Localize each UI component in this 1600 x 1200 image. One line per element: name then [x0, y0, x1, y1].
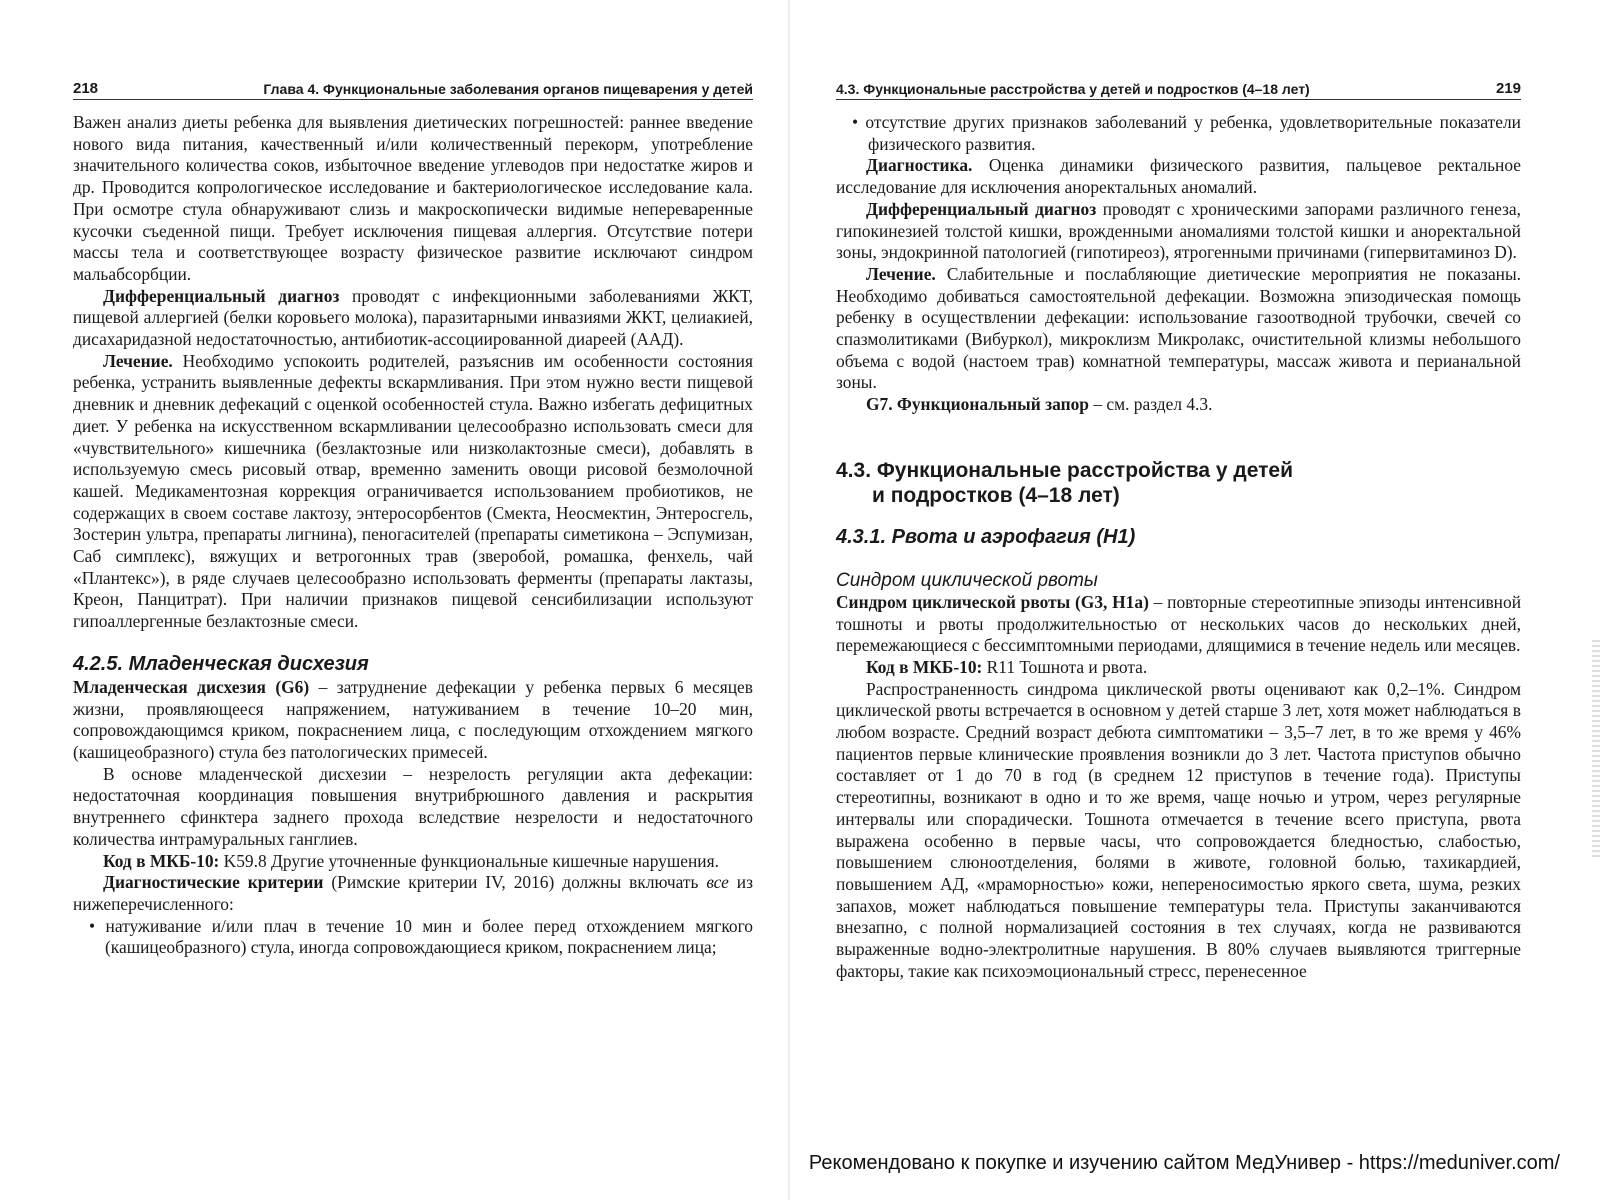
- paragraph-text: В основе младенческой дисхезии – незрелость регуляции акта дефекации: недостаточная координация повышения внутрибрюшного давления и раскрытия внутреннего сфинктера заднего прохода вследствие незрелости и недостаточного количества интрамуральных ганглиев.: [73, 763, 753, 849]
- subsection-heading: 4.3.1. Рвота и аэрофагия (H1): [836, 525, 1136, 548]
- page-number: 218: [73, 80, 99, 97]
- paragraph: [73, 872, 753, 915]
- left-page: [0, 0, 790, 1200]
- page-number: 219: [1495, 80, 1521, 97]
- paragraph-text: R11 Тошнота и рвота.: [982, 656, 1148, 677]
- paragraph: [836, 199, 1521, 264]
- term: Диагностические критерии: [103, 872, 324, 893]
- paragraph-text: Необходимо успокоить родителей, разъяснив им особенности состояния ребенка, устранить выявленные дефекты вскармливания. При этом нужно вести пищевой дневник и дневник дефекаций с оценкой особенностей стула. Важно избегать дефицитных диет. У ребенка на искусственном вскармливании целесообразно использовать смеси для «чувствительного» кишечника (безлактозные или низколактозные смеси), добавлять в используемую смесь рисовый отвар, временно заменить овощи рисовой безмолочной кашей. Медикаментозная коррекция ограничивается использованием пробиотиков, не содержащих в своем составе лактозу, энтеросорбентов (Смекта, Неосмектин, Энтеросгель, Зостерин ультра, препараты лигнина), пеногасителей (препараты симетикона – Эспумизан, Саб симплекс), вяжущих и ветрогонных трав (зверобой, ромашка, фенхель, чай «Плантекс»), в ряде случаев целесообразно использовать ферменты (препараты лактазы, Креон, Панцитрат). При наличии признаков пищевой сенсибилизации используют гипоаллергенные безлактозные смеси.: [73, 350, 753, 632]
- running-head-left: [73, 78, 753, 100]
- section-heading: [836, 458, 1521, 508]
- paragraph-text: – см. раздел 4.3.: [1088, 394, 1213, 415]
- paragraph: [836, 592, 1521, 657]
- paragraph-text: проводят с инфекционными заболеваниями ЖКТ, пищевой аллергией (белки коровьего молока), паразитарными инвазиями ЖКТ, целиакией, дисахаридазной недостаточностью, антибиотик-ассоциированной диареей (ААД).: [73, 285, 753, 350]
- paragraph: [73, 677, 753, 764]
- site-credit: Рекомендовано к покупке и изучению сайтом МедУнивер - https://meduniver.com/: [808, 1152, 1560, 1174]
- emphasis: все: [706, 872, 729, 893]
- paragraph: [73, 764, 753, 851]
- right-page: [790, 0, 1600, 1200]
- term: Диагностика.: [866, 155, 973, 176]
- paragraph: [836, 657, 1521, 679]
- paragraph-text: – затруднение дефекации у ребенка первых 6 месяцев жизни, проявляющееся напряжением, натуживанием в течение 10–20 мин, сопровождающимся криком, покраснением лица, с последующим отхождением мягкого (кашицеобразного) стула без патологических примесей.: [73, 676, 753, 762]
- left-body-text: [73, 112, 753, 959]
- term: Дифференциальный диагноз: [103, 285, 340, 306]
- term: Лечение.: [103, 350, 173, 371]
- term: G7. Функциональный запор: [866, 394, 1089, 415]
- paragraph: [836, 394, 1521, 416]
- paragraph: [73, 851, 753, 873]
- section-heading-line: 4.3. Функциональные расстройства у детей: [836, 458, 1293, 482]
- paragraph-text: – повторные стереотипные эпизоды интенсивной тошноты и рвоты продолжительностью от нескольких часов до нескольких дней, перемежающиеся с бессимптомными периодами, длящимися в течение недель или месяцев.: [836, 591, 1521, 656]
- running-title: Глава 4. Функциональные заболевания органов пищеварения у детей: [263, 81, 753, 97]
- paragraph: [836, 679, 1521, 983]
- running-title: 4.3. Функциональные расстройства у детей и подростков (4–18 лет): [836, 81, 1310, 97]
- paragraph-text: Распространенность синдрома циклической рвоты оценивают как 0,2–1%. Синдром циклической рвоты встречается в основном у детей старше 3 лет, хотя может наблюдаться в любом возрасте. Средний возраст дебюта симптоматики – 3,5–7 лет, в то же время у 46% пациентов первые клинические проявления возникли до 3 лет. Частота приступов обычно составляет от 1 до 70 в год (в среднем 12 приступов в течение года). Приступы стереотипны, возникают в одно и то же время, чаще ночью и утром, через регулярные интервалы или спорадически. Тошнота отмечается в течение всего приступа, рвота выражена особенно в первые часы, что сопровождается бледностью, слабостью, повышением слюноотделения, болями в животе, головной болью, тахикардией, повышением АД, «мраморностью» кожи, непереносимостью яркого света, шума, резких запахов, может наблюдаться повышение температуры тела. Приступы заканчиваются внезапно, с полной нормализацией состояния в тех случаях, когда не развиваются выраженные водно-электролитные нарушения. В 80% случаев выявляются триггерные факторы, такие как психоэмоциональный стресс, перенесенное: [836, 678, 1521, 981]
- subsection-heading: 4.2.5. Младенческая дисхезия: [73, 652, 369, 675]
- term: Синдром циклической рвоты (G3, H1a): [836, 591, 1149, 612]
- paragraph-text: из нижеперечисленного:: [73, 872, 753, 914]
- paragraph-text: Важен анализ диеты ребенка для выявления диетических погрешностей: раннее введение нового вида питания, качественный и/или количественный перекорм, употребление значительного количества соков, избыточное введение углеводов при недостатке жиров и др. Проводится копрологическое исследование и бактериологическое исследование кала. При осмотре стула обнаруживают слизь и макроскопически видимые непереваренные кусочки съеденной пищи. Требует исключения пищевая аллергия. Отсутствие потери массы тела и соответствующее возрасту физическое развитие исключают синдром мальабсорбции.: [73, 112, 753, 284]
- running-head-right: [836, 78, 1521, 100]
- right-body-text: [836, 112, 1521, 983]
- term: Лечение.: [866, 263, 936, 284]
- paragraph: [836, 155, 1521, 198]
- paragraph: [73, 112, 753, 286]
- term: Код в МКБ-10:: [103, 850, 220, 871]
- paragraph: [73, 286, 753, 351]
- paragraph-text: Оценка динамики физического развития, пальцевое ректальное исследование для исключения аноректальных аномалий.: [836, 155, 1521, 198]
- term: Младенческая дисхезия (G6): [73, 676, 310, 697]
- paragraph-text: Слабительные и послабляющие диетические мероприятия не показаны. Необходимо добиваться самостоятельной дефекации. Возможна эпизодическая помощь ребенку в осуществлении дефекации: использование газоотводной трубочки, свечей со спазмолитиками (Вибуркол), микроклизм Микролакс, очистительной клизмы небольшого объема с водой (настоем трав) комнатной температуры, массаж живота и перианальной зоны.: [836, 263, 1521, 393]
- list-item: • отсутствие других признаков заболеваний у ребенка, удовлетворительные показатели физического развития.: [852, 112, 1521, 154]
- term: Дифференциальный диагноз: [866, 198, 1097, 219]
- section-heading-line: и подростков (4–18 лет): [872, 483, 1120, 507]
- term: Код в МКБ-10:: [866, 656, 983, 677]
- paragraph-text: K59.8 Другие уточненные функциональные кишечные нарушения.: [219, 850, 719, 871]
- list-item: • натуживание и/или плач в течение 10 мин и более перед отхождением мягкого (кашицеобразного) стула, иногда сопровождающиеся криком, покраснением лица;: [89, 915, 753, 958]
- paragraph-text: (Римские критерии IV, 2016) должны включать: [323, 872, 707, 893]
- paragraph-text: проводят с хроническими запорами различного генеза, гипокинезией толстой кишки, врожденными аномалиями толстой кишки и аноректальной зоны, эндокринной патологией (гипотиреоз), ятрогенными причинами (гипервитаминоз D).: [836, 198, 1521, 263]
- topic-title: Синдром циклической рвоты: [836, 569, 1098, 591]
- paragraph: [836, 264, 1521, 394]
- paragraph: [73, 351, 753, 633]
- page-edge-shadow: [1592, 640, 1600, 860]
